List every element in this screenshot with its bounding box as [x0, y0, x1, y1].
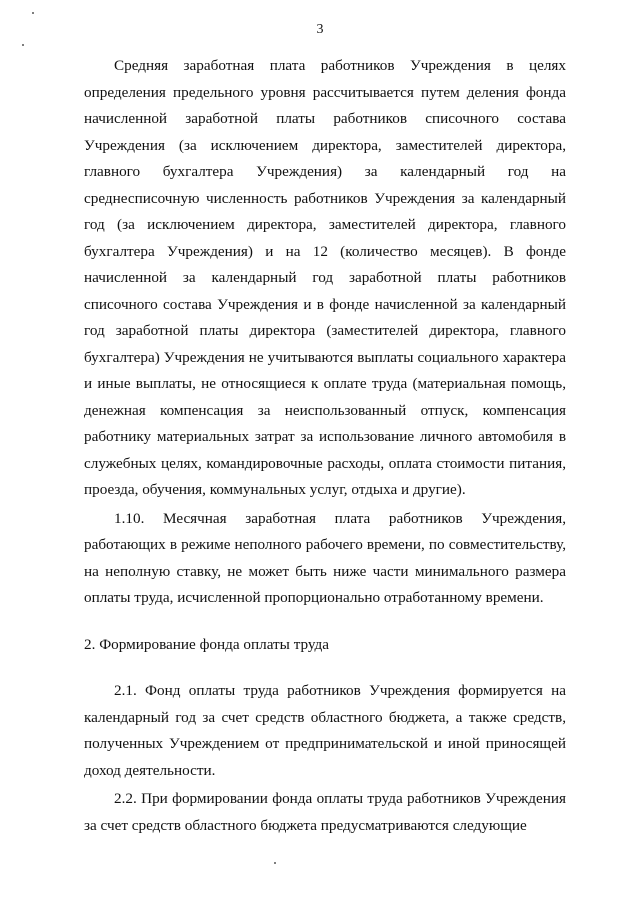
paragraph-2-1: 2.1. Фонд оплаты труда работников Учреждения формируется на календарный год за счет средств областного бюджета, а также средств, полученных Учреждением от предпринимательской и иной приносящей доход деятельности. — [84, 682, 566, 779]
document-body — [84, 53, 566, 839]
paragraph-average-salary: Средняя заработная плата работников Учреждения в целях определения предельного уровня рассчитывается путем деления фонда начисленной заработной платы работников списочного состава Учреждения (за исключением директора, заместителей директора, главного бухгалтера Учреждения) за календарный год на среднесписочную численность работников Учреждения за календарный год (за исключением директора, заместителей директора, главного бухгалтера Учреждения) и на 12 (количество месяцев). В фонде начисленной за календарный год заработной платы работников списочного состава Учреждения и в фонде начисленной за календарный год заработной платы директора (заместителей директора, главного бухгалтера) Учреждения не учитываются выплаты социального характера и иные выплаты, не относящиеся к оплате труда (материальная помощь, денежная компенсация за неиспользованный отпуск, компенсация работнику материальных затрат за использование личного автомобиля в служебных целях, командировочные расходы, оплата стоимости питания, проезда, обучения, коммунальных услуг, отдыха и другие). — [84, 57, 566, 498]
paragraph-2-2: 2.2. При формировании фонда оплаты труда работников Учреждения за счет средств областного бюджета предусматриваются следующие — [84, 790, 566, 834]
scan-speck — [22, 44, 24, 46]
paragraph-1-10: 1.10. Месячная заработная плата работников Учреждения, работающих в режиме неполного рабочего времени, по совместительству, на неполную ставку, не может быть ниже части минимального размера оплаты труда, исчисленной пропорционально отработанному времени. — [84, 509, 566, 606]
section-heading: 2. Формирование фонда оплаты труда — [84, 635, 330, 653]
scan-speck — [274, 862, 276, 864]
scan-speck — [32, 12, 34, 14]
page-number: 3 — [316, 22, 324, 37]
